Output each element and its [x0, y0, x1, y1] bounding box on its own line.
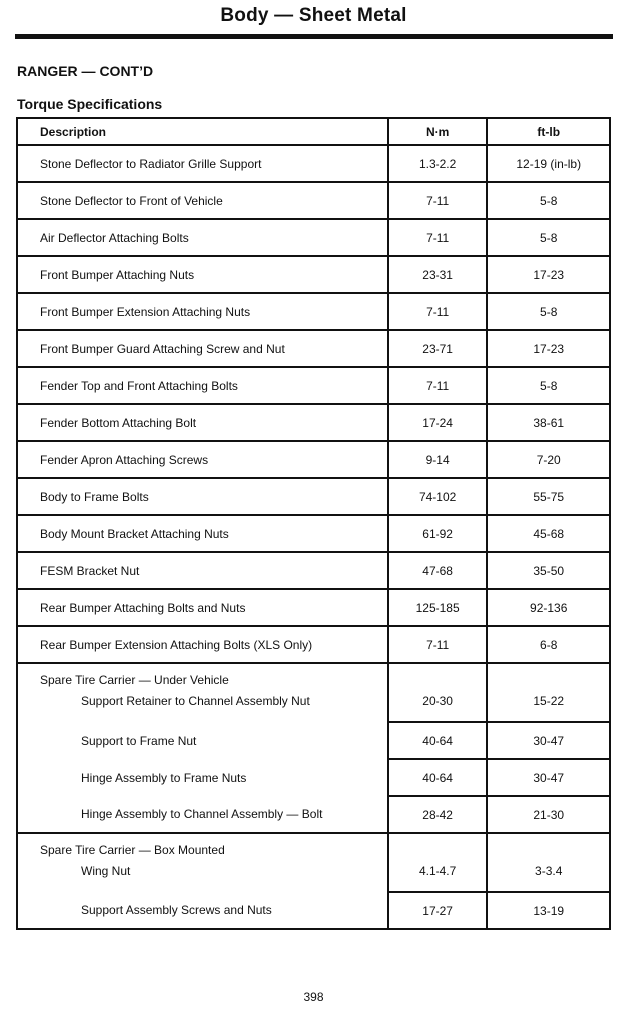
- sub-row-value-nm: 4.1-4.7: [388, 860, 488, 892]
- table-row: [17, 219, 610, 256]
- sub-row-description-text: Hinge Assembly to Frame Nuts: [81, 770, 247, 785]
- row-value-ftlb: 17-23: [487, 330, 610, 367]
- row-value-ftlb: 92-136: [487, 589, 610, 626]
- row-value-ftlb: 55-75: [487, 478, 610, 515]
- group-empty-nm: [388, 833, 488, 860]
- row-description: Stone Deflector to Radiator Grille Support: [17, 145, 388, 182]
- torque-spec-table-body: [17, 118, 610, 929]
- row-description: Front Bumper Guard Attaching Screw and Nut: [17, 330, 388, 367]
- row-value-nm: 47-68: [388, 552, 488, 589]
- row-description: Body Mount Bracket Attaching Nuts: [17, 515, 388, 552]
- row-value-nm: 74-102: [388, 478, 488, 515]
- table-sub-row: [17, 860, 610, 892]
- table-sub-row: [17, 759, 610, 796]
- table-group-row: [17, 663, 610, 690]
- row-value-nm: 7-11: [388, 367, 488, 404]
- sub-row-value-nm: 40-64: [388, 722, 488, 759]
- row-value-ftlb: 12-19 (in-lb): [487, 145, 610, 182]
- group-empty-ftlb: [487, 833, 610, 860]
- row-value-nm: 1.3-2.2: [388, 145, 488, 182]
- row-description: FESM Bracket Nut: [17, 552, 388, 589]
- sub-row-value-ftlb: 15-22: [487, 690, 610, 722]
- row-description: Fender Top and Front Attaching Bolts: [17, 367, 388, 404]
- row-value-nm: 7-11: [388, 182, 488, 219]
- row-description: Fender Apron Attaching Screws: [17, 441, 388, 478]
- row-description: Front Bumper Attaching Nuts: [17, 256, 388, 293]
- row-value-nm: 23-31: [388, 256, 488, 293]
- group-empty-nm: [388, 663, 488, 690]
- row-value-nm: 61-92: [388, 515, 488, 552]
- sub-row-value-ftlb: 30-47: [487, 722, 610, 759]
- row-value-nm: 7-11: [388, 219, 488, 256]
- sub-row-description-text: Hinge Assembly to Channel Assembly — Bolt: [81, 807, 323, 821]
- row-value-ftlb: 5-8: [487, 367, 610, 404]
- table-header-row: [17, 118, 610, 145]
- row-description: Body to Frame Bolts: [17, 478, 388, 515]
- sub-row-value-nm: 40-64: [388, 759, 488, 796]
- table-row: [17, 145, 610, 182]
- row-value-nm: 125-185: [388, 589, 488, 626]
- page-header-title: Body — Sheet Metal: [220, 5, 407, 26]
- table-row: [17, 552, 610, 589]
- column-header-nm: N·m: [388, 118, 488, 145]
- table-row: [17, 367, 610, 404]
- sub-row-description: [17, 796, 388, 833]
- row-value-ftlb: 5-8: [487, 182, 610, 219]
- table-row: [17, 478, 610, 515]
- page-number: 398: [303, 990, 324, 1004]
- sub-row-description-text: Wing Nut: [81, 864, 131, 878]
- sub-row-value-ftlb: 3-3.4: [487, 860, 610, 892]
- table-sub-row: [17, 722, 610, 759]
- sub-row-description: [17, 860, 388, 892]
- section-title: RANGER — CONT’D: [17, 63, 154, 79]
- table-row: [17, 589, 610, 626]
- sub-row-description: [17, 722, 388, 759]
- sub-row-value-ftlb: 21-30: [487, 796, 610, 833]
- sub-row-description: [17, 759, 388, 796]
- table-sub-row: [17, 892, 610, 929]
- row-value-nm: 23-71: [388, 330, 488, 367]
- sub-row-value-nm: 17-27: [388, 892, 488, 929]
- row-value-ftlb: 35-50: [487, 552, 610, 589]
- table-row: [17, 441, 610, 478]
- table-row: [17, 404, 610, 441]
- table-row: [17, 515, 610, 552]
- group-title: Spare Tire Carrier — Box Mounted: [17, 833, 388, 860]
- row-description: Rear Bumper Extension Attaching Bolts (XLS Only): [17, 626, 388, 663]
- column-header-description: Description: [17, 118, 388, 145]
- sub-row-description: [17, 690, 388, 722]
- table-group-row: [17, 833, 610, 860]
- row-value-nm: 7-11: [388, 293, 488, 330]
- sub-row-description-text: Support to Frame Nut: [81, 733, 197, 748]
- table-row: [17, 293, 610, 330]
- header-rule: [15, 34, 613, 39]
- row-description: Front Bumper Extension Attaching Nuts: [17, 293, 388, 330]
- row-value-ftlb: 7-20: [487, 441, 610, 478]
- row-value-ftlb: 38-61: [487, 404, 610, 441]
- row-description: Stone Deflector to Front of Vehicle: [17, 182, 388, 219]
- row-value-ftlb: 45-68: [487, 515, 610, 552]
- sub-row-value-ftlb: 13-19: [487, 892, 610, 929]
- row-description: Fender Bottom Attaching Bolt: [17, 404, 388, 441]
- row-value-nm: 7-11: [388, 626, 488, 663]
- sub-row-description-text: Support Assembly Screws and Nuts: [81, 903, 272, 917]
- row-description: Air Deflector Attaching Bolts: [17, 219, 388, 256]
- table-row: [17, 626, 610, 663]
- sub-row-description: [17, 892, 388, 929]
- table-title: Torque Specifications: [17, 96, 163, 112]
- torque-spec-table: [16, 117, 611, 930]
- sub-row-value-nm: 20-30: [388, 690, 488, 722]
- group-empty-ftlb: [487, 663, 610, 690]
- sub-row-value-nm: 28-42: [388, 796, 488, 833]
- row-description: Rear Bumper Attaching Bolts and Nuts: [17, 589, 388, 626]
- sub-row-description-text: Support Retainer to Channel Assembly Nut: [81, 694, 310, 708]
- row-value-ftlb: 6-8: [487, 626, 610, 663]
- column-header-ftlb: ft-lb: [487, 118, 610, 145]
- table-sub-row: [17, 690, 610, 722]
- row-value-ftlb: 17-23: [487, 256, 610, 293]
- table-row: [17, 256, 610, 293]
- sub-row-value-ftlb: 30-47: [487, 759, 610, 796]
- group-title: Spare Tire Carrier — Under Vehicle: [17, 663, 388, 690]
- table-row: [17, 330, 610, 367]
- row-value-nm: 9-14: [388, 441, 488, 478]
- row-value-ftlb: 5-8: [487, 293, 610, 330]
- row-value-ftlb: 5-8: [487, 219, 610, 256]
- table-row: [17, 182, 610, 219]
- table-sub-row: [17, 796, 610, 833]
- row-value-nm: 17-24: [388, 404, 488, 441]
